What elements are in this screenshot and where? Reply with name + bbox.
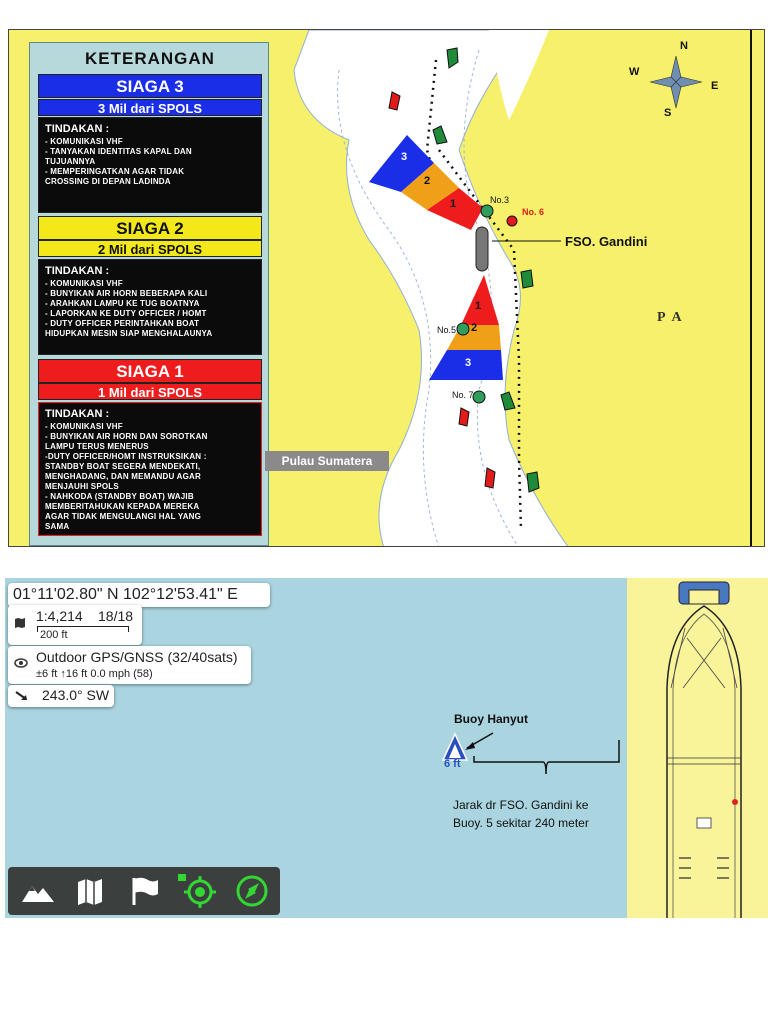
annotation-arrowhead <box>465 742 475 750</box>
siaga1-tindakan-label: TINDAKAN : <box>45 408 110 420</box>
legend-title: KETERANGAN <box>85 49 215 68</box>
buoy-annotation-title: Buoy Hanyut <box>454 712 529 726</box>
ship-hull-inner <box>673 614 735 918</box>
upper-right-water <box>489 30 549 120</box>
flag-icon[interactable] <box>122 872 166 910</box>
siaga3-item: - TANYAKAN IDENTITAS KAPAL DAN <box>45 147 192 156</box>
buoy-no7 <box>473 391 485 403</box>
compass-w: W <box>629 66 640 78</box>
siaga1-item: MENGHADANG, DAN MEMANDU AGAR <box>45 472 201 481</box>
siaga3-item: TUJUANNYA <box>45 157 96 166</box>
buoy-no3-label: No.3 <box>490 195 510 205</box>
zone3-south-label: 3 <box>465 357 472 369</box>
siaga2-title: SIAGA 2 <box>38 216 262 240</box>
compass-n: N <box>680 40 688 52</box>
siaga1-item: AGAR TIDAK MENGULANGI HAL YANG <box>45 512 202 521</box>
siaga1-item: -DUTY OFFICER/HOMT INSTRUKSIKAN : <box>45 452 207 461</box>
gps-accuracy-text: ±6 ft ↑16 ft 0.0 mph (58) <box>36 668 153 680</box>
coordinate-readout[interactable]: 01°11'02.80" N 102°12'53.41" E <box>8 583 270 607</box>
scale-bar-label: 200 ft <box>40 629 68 641</box>
siaga2-subtitle: 2 Mil dari SPOLS <box>38 240 262 257</box>
gps-app-screen <box>5 578 768 918</box>
siaga1-item: MEMBERITAHUKAN KEPADA MEREKA <box>45 502 200 511</box>
siaga3-title: SIAGA 3 <box>38 74 262 98</box>
siaga1-actions <box>38 402 262 536</box>
siaga2-item: - DUTY OFFICER PERINTAHKAN BOAT <box>45 319 200 328</box>
siaga3-item: - KOMUNIKASI VHF <box>45 137 123 146</box>
siaga3-tindakan-label: TINDAKAN : <box>45 123 110 135</box>
mountain-icon[interactable] <box>16 872 60 910</box>
zone1-south-label: 1 <box>475 300 482 312</box>
buoy-no7-label: No. 7 <box>452 390 474 400</box>
siaga3-item: CROSSING DI DEPAN LADINDA <box>45 177 171 186</box>
mooring-lines <box>671 628 737 688</box>
siaga3-actions <box>38 117 262 213</box>
zone2-south-label: 2 <box>471 322 478 334</box>
buoy-no5 <box>457 323 469 335</box>
siaga1-title: SIAGA 1 <box>38 359 262 383</box>
siaga2-item: HIDUPKAN MESIN SIAP MENGHALAUNYA <box>45 329 213 338</box>
locate-icon[interactable] <box>176 872 220 910</box>
green-marker <box>527 472 539 492</box>
siaga2-item: - BUNYIKAN AIR HORN BEBERAPA KALI <box>45 289 208 298</box>
red-marker <box>459 408 469 426</box>
buoy-no6-label: No. 6 <box>522 207 545 217</box>
ship-drawing <box>627 578 768 918</box>
compass-e: E <box>711 80 719 92</box>
bottom-toolbar <box>8 867 280 915</box>
region-label: P A <box>657 310 684 325</box>
compass-rose <box>650 56 702 108</box>
siaga2-tindakan-label: TINDAKAN : <box>45 265 110 277</box>
siaga1-item: LAMPU TERUS MENERUS <box>45 442 149 451</box>
ship-deck-plan <box>627 578 768 918</box>
waypoint-label[interactable]: 6 ft <box>444 758 461 770</box>
siaga1-item: - KOMUNIKASI VHF <box>45 422 123 431</box>
siaga1-item: - NAHKODA (STANDBY BOAT) WAJIB <box>45 492 194 501</box>
buoy-no5-label: No.5 <box>437 325 457 335</box>
siaga3-item: - MEMPERINGATKAN AGAR TIDAK <box>45 167 185 176</box>
siaga1-item: SAMA <box>45 522 70 531</box>
fso-label: FSO. Gandini <box>565 234 648 249</box>
siaga1-item: - BUNYIKAN AIR HORN DAN SOROTKAN <box>45 432 208 441</box>
ship-bow-frame <box>689 590 719 604</box>
distance-note-line1: Jarak dr FSO. Gandini ke <box>453 798 589 812</box>
ship-hull-outline <box>667 606 741 918</box>
siaga1-item: STANDBY BOAT SEGERA MENDEKATI, <box>45 462 201 471</box>
heading-text: 243.0° SW <box>42 687 110 703</box>
deck-piping <box>679 858 729 878</box>
distance-brace <box>474 740 619 774</box>
zone2-north-label: 2 <box>424 175 431 187</box>
pulau-label: Pulau Sumatera <box>265 451 389 471</box>
siaga1-item: MENJAUHI SPOLS <box>45 482 119 491</box>
deck-marker <box>732 799 738 805</box>
nautical-chart <box>8 29 765 547</box>
red-marker <box>485 468 495 488</box>
legend-panel <box>29 42 269 546</box>
fso-vessel <box>476 227 488 271</box>
siaga2-actions <box>38 259 262 355</box>
zoom-level: 18/18 <box>98 608 134 624</box>
siaga2-item: - LAPORKAN KE DUTY OFFICER / HOMT <box>45 309 207 318</box>
green-marker <box>521 270 533 288</box>
siaga2-item: - ARAHKAN LAMPU KE TUG BOATNYA <box>45 299 200 308</box>
siaga1-subtitle: 1 Mil dari SPOLS <box>38 383 262 400</box>
buoy-no6 <box>507 216 517 226</box>
scale-ratio: 1:4,214 <box>36 608 83 624</box>
deck-equipment <box>697 818 711 828</box>
compass-icon[interactable] <box>230 872 274 910</box>
distance-note-line2: Buoy. 5 sekitar 240 meter <box>453 816 589 830</box>
compass-s: S <box>664 107 672 119</box>
siaga3-subtitle: 3 Mil dari SPOLS <box>38 99 262 116</box>
map-icon[interactable] <box>68 872 112 910</box>
siaga2-item: - KOMUNIKASI VHF <box>45 279 123 288</box>
buoy-no3 <box>481 205 493 217</box>
zone1-north-label: 1 <box>450 198 457 210</box>
zone3-north-label: 3 <box>401 151 408 163</box>
gps-status-text: Outdoor GPS/GNSS (32/40sats) <box>36 649 238 665</box>
